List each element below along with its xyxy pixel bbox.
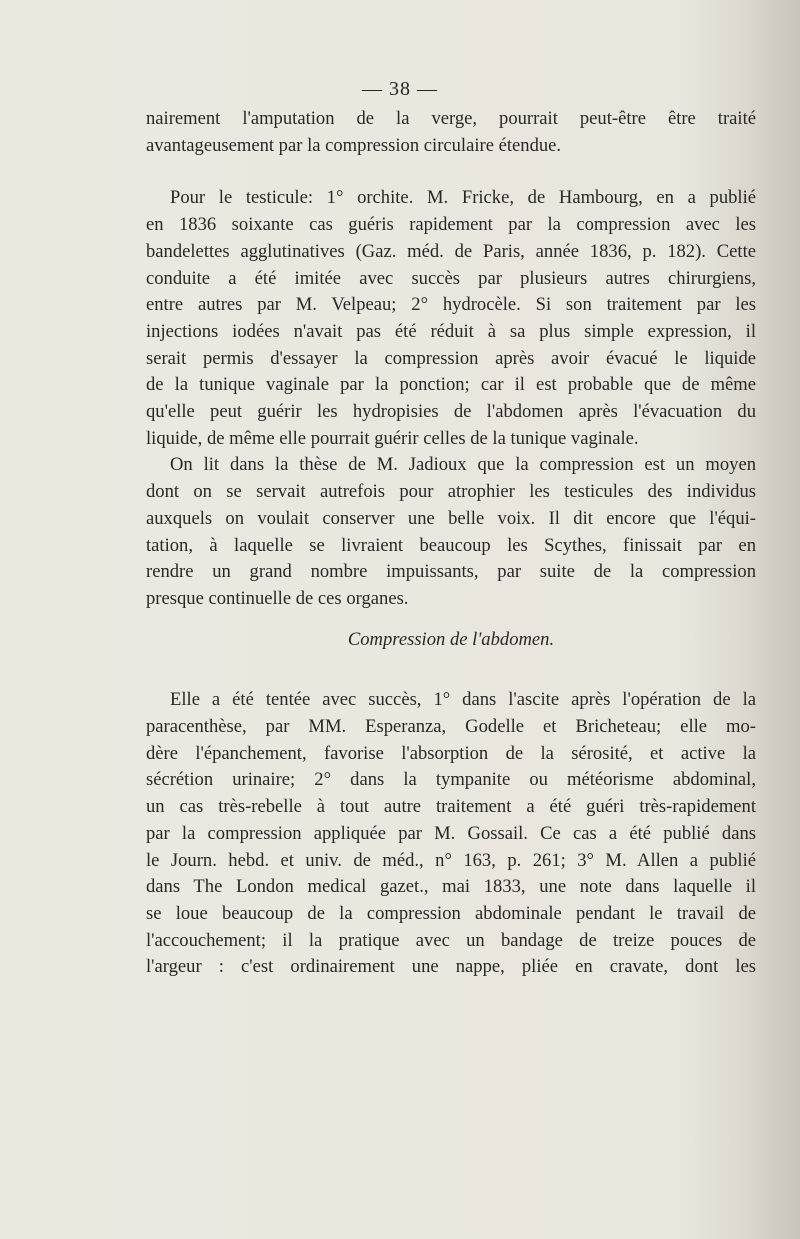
text-line: un cas très-rebelle à tout autre traitement a été guéri très-rapidement bbox=[146, 796, 756, 818]
text-line: se loue beaucoup de la compression abdominale pendant le travail de bbox=[146, 902, 756, 924]
text-line: avantageusement par la compression circulaire étendue. bbox=[146, 134, 562, 156]
text-line: presque continuelle de ces organes. bbox=[146, 587, 409, 609]
body-text bbox=[146, 106, 756, 981]
text-line: serait permis d'essayer la compression après avoir évacué le liquide bbox=[146, 347, 756, 369]
text-line: dans The London medical gazet., mai 1833, une note dans laquelle il bbox=[146, 876, 756, 898]
text-line: le Journ. hebd. et univ. de méd., n° 163, p. 261; 3° M. Allen a publié bbox=[146, 849, 756, 871]
text-line: l'argeur : c'est ordinairement une nappe, pliée en cravate, dont les bbox=[146, 956, 756, 978]
page-number: — 38 — bbox=[362, 78, 438, 100]
paragraph-3 bbox=[146, 452, 756, 612]
text-line: dère l'épanchement, favorise l'absorption de la sérosité, et active la bbox=[146, 742, 756, 764]
paragraph-2 bbox=[146, 185, 756, 452]
text-line: par la compression appliquée par M. Gossail. Ce cas a été publié dans bbox=[146, 822, 756, 844]
text-line: Elle a été tentée avec succès, 1° dans l'ascite après l'opération de la bbox=[170, 689, 756, 711]
text-line: sécrétion urinaire; 2° dans la tympanite ou météorisme abdominal, bbox=[146, 769, 756, 791]
text-line: nairement l'amputation de la verge, pourrait peut-être être traité bbox=[146, 108, 756, 129]
text-line: qu'elle peut guérir les hydropisies de l'abdomen après l'évacuation du bbox=[146, 401, 756, 423]
text-line: conduite a été imitée avec succès par plusieurs autres chirurgiens, bbox=[146, 267, 756, 289]
text-line: rendre un grand nombre impuissants, par suite de la compression bbox=[146, 561, 756, 583]
text-line: bandelettes agglutinatives (Gaz. méd. de Paris, année 1836, p. 182). Cette bbox=[146, 240, 756, 262]
text-line: Pour le testicule: 1° orchite. M. Fricke, de Hambourg, en a publié bbox=[170, 187, 756, 209]
text-line: On lit dans la thèse de M. Jadioux que la compression est un moyen bbox=[170, 454, 756, 476]
text-line: entre autres par M. Velpeau; 2° hydrocèle. Si son traitement par les bbox=[146, 294, 756, 316]
text-line: de la tunique vaginale par la ponction; car il est probable que de même bbox=[146, 374, 756, 396]
text-line: en 1836 soixante cas guéris rapidement par la compression avec les bbox=[146, 214, 756, 236]
text-line: tation, à laquelle se livraient beaucoup les Scythes, finissait par en bbox=[146, 534, 756, 556]
paragraph-1 bbox=[146, 106, 756, 159]
text-line: paracenthèse, par MM. Esperanza, Godelle et Bricheteau; elle mo- bbox=[146, 716, 756, 738]
text-line: liquide, de même elle pourrait guérir celles de la tunique vaginale. bbox=[146, 427, 639, 449]
text-line: l'accouchement; il la pratique avec un bandage de treize pouces de bbox=[146, 929, 756, 951]
text-line: auxquels on voulait conserver une belle voix. Il dit encore que l'équi- bbox=[146, 507, 756, 529]
paragraph-4 bbox=[146, 687, 756, 981]
section-heading: Compression de l'abdomen. bbox=[347, 628, 555, 650]
text-line: injections iodées n'avait pas été réduit à sa plus simple expression, il bbox=[146, 320, 756, 342]
text-line: dont on se servait autrefois pour atrophier les testicules des individus bbox=[146, 481, 756, 503]
